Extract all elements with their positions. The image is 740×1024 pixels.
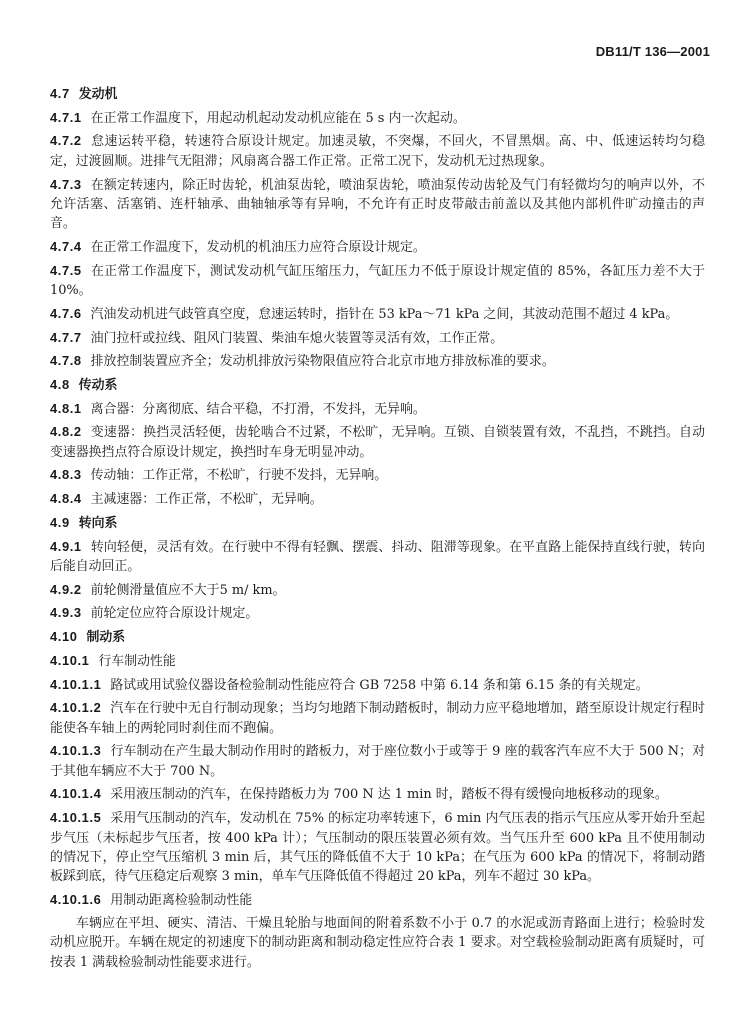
clause-text: 行车制动在产生最大制动作用时的踏板力，对于座位数小于或等于 9 座的载客汽车应不大于 500 N；对于其他车辆应不大于 700 N。 [50,744,705,779]
clause-paragraph [50,328,705,348]
document-code: DB11/T 136—2001 [595,44,710,59]
clause-text: 传动轴：工作正常，不松旷，行驶不发抖，无异响。 [90,468,388,484]
section-heading [50,513,705,533]
clause-number: 4.7.7 [50,329,82,345]
clause-number: 4.9.1 [50,538,82,554]
clause-paragraph [50,808,705,887]
clause-text: 变速器：换挡灵活轻便，齿轮啮合不过紧，不松旷，无异响。互锁、自锁装置有效，不乱挡，不跳挡。自动变速器换挡点符合原设计规定，换挡时车身无明显冲动。 [50,425,705,460]
clause-text: 转向轻便，灵活有效。在行驶中不得有轻飘、摆震、抖动、阻滞等现象。在平直路上能保持直线行驶，转向后能自动回正。 [50,539,705,574]
clause-paragraph [50,675,705,695]
clause-paragraph [50,399,705,419]
clause-text: 汽油发动机进气歧管真空度，怠速运转时，指针在 53 kPa～71 kPa 之间，其波动范围不超过 4 kPa。 [90,306,679,322]
clause-number: 4.7.8 [50,353,82,369]
clause-number: 4.7.4 [50,239,82,255]
clause-number: 4.8.2 [50,424,82,440]
clause-text: 前轮定位应符合原设计规定。 [90,606,259,622]
clause-text: 行车制动性能 [98,653,176,669]
clause-paragraph [50,175,705,234]
clause-text: 路试或用试验仪器设备检验制动性能应符合 GB 7258 中第 6.14 条和第 6.15 条的有关规定。 [110,677,649,693]
clause-number: 4.8.3 [50,467,82,483]
clause-text: 前轮侧滑量值应不大于5 m/ km。 [90,582,286,598]
clause-text: 离合器：分离彻底、结合平稳，不打滑，不发抖，无异响。 [90,401,426,417]
clause-paragraph [50,580,705,600]
clause-paragraph [50,261,705,301]
clause-paragraph [50,489,705,509]
clause-number: 4.8.4 [50,491,82,507]
clause-paragraph [50,465,705,485]
clause-number: 4.8 [50,376,70,392]
clause-number: 4.9 [50,514,70,530]
clause-number: 4.7.2 [50,133,82,149]
clause-number: 4.10.1.2 [50,700,102,716]
clause-number: 4.10 [50,629,78,645]
clause-number: 4.7.5 [50,262,82,278]
section-heading [50,84,705,104]
section-title: 制动系 [86,630,126,646]
clause-text: 油门拉杆或拉线、阻风门装置、柴油车熄火装置等灵活有效，工作正常。 [90,330,504,346]
clause-number: 4.10.1.4 [50,786,102,802]
clause-text: 汽车在行驶中无自行制动现象；当均匀地踏下制动踏板时，制动力应平稳地增加，踏至原设计规定行程时能使各车轴上的两轮同时刹住而不跑偏。 [50,701,705,736]
clause-number: 4.7.3 [50,176,82,192]
clause-text: 主减速器：工作正常，不松旷，无异响。 [90,492,323,508]
clause-text: 用制动距离检验制动性能 [110,893,253,909]
clause-paragraph [50,304,705,324]
section-heading [50,627,705,647]
clause-paragraph [50,108,705,128]
clause-paragraph [50,890,705,910]
clause-paragraph [50,537,705,577]
clause-number: 4.7 [50,86,70,101]
clause-paragraph [50,351,705,371]
clause-text: 在正常工作温度下，测试发动机气缸压缩压力，气缸压力不低于原设计规定值的 85%，各缸压力差不大于 10%。 [50,263,705,299]
clause-text: 在额定转速内，除正时齿轮，机油泵齿轮，喷油泵齿轮，喷油泵传动齿轮及气门有轻微均匀的响声以外，不允许活塞、活塞销、连杆轴承、曲轴轴承等有异响，不允许有正时皮带敲击前盖以及其他内部机件旷动撞击的声音。 [50,177,705,232]
clause-text: 车辆应在平坦、硬实、清洁、干燥且轮胎与地面间的附着系数不小于 0.7 的水泥或沥青路面上进行；检验时发动机应脱开。车辆在规定的初速度下的制动距离和制动稳定性应符合表 1 要求。对空载检验制动距离有质疑时，可按表 1 满载检验制动性能要求进行。 [50,915,705,970]
clause-number: 4.7.6 [50,305,82,321]
clause-number: 4.10.1.3 [50,743,102,759]
section-heading [50,375,705,395]
section-title: 传动系 [78,377,118,393]
clause-paragraph [50,651,705,671]
clause-number: 4.9.2 [50,581,82,597]
clause-paragraph [50,784,705,804]
clause-number: 4.10.1.6 [50,892,102,908]
clause-number: 4.10.1.5 [50,810,102,826]
clause-paragraph [50,603,705,623]
clause-text: 采用气压制动的汽车，发动机在 75% 的标定功率转速下，6 min 内气压表的指示气压应从零开始升至起步气压（未标起步气压者，按 400 kPa 计）；气压制动的限压装置必须有效。当气压升至 600 kPa 且不使用制动的情况下，停止空气压缩机 3 min 后，其气压的降低值不大于 10 kPa；在气压为 600 kPa 的情况下，将制动踏板踩到底，待气压稳定后观察 3 min，单车气压降低值不得超过 20 kPa，列车不超过 30 kPa。 [50,811,705,885]
clause-text: 怠速运转平稳，转速符合原设计规定。加速灵敏，不突爆，不回火，不冒黑烟。高、中、低速运转均匀稳定，过渡圆顺。进排气无阻滞；风扇离合器工作正常。正常工况下，发动机无过热现象。 [50,134,705,169]
clause-text: 采用液压制动的汽车，在保持踏板力为 700 N 达 1 min 时，踏板不得有缓慢向地板移动的现象。 [110,787,668,803]
clause-number: 4.10.1.1 [50,676,102,692]
section-title: 发动机 [78,87,118,102]
clause-paragraph [50,741,705,781]
clause-text: 在正常工作温度下，发动机的机油压力应符合原设计规定。 [90,240,426,256]
clause-number: 4.7.1 [50,109,82,125]
clause-paragraph [50,131,705,171]
section-title: 转向系 [78,515,118,531]
clause-paragraph [50,914,705,972]
document-body [50,84,705,975]
clause-paragraph [50,698,705,738]
clause-number: 4.8.1 [50,400,82,416]
clause-text: 在正常工作温度下，用起动机起动发动机应能在 5 s 内一次起动。 [90,110,466,126]
clause-paragraph [50,422,705,462]
clause-number: 4.9.3 [50,605,82,621]
clause-text: 排放控制装置应齐全；发动机排放污染物限值应符合北京市地方排放标准的要求。 [90,354,555,370]
clause-paragraph [50,237,705,257]
clause-number: 4.10.1 [50,652,90,668]
